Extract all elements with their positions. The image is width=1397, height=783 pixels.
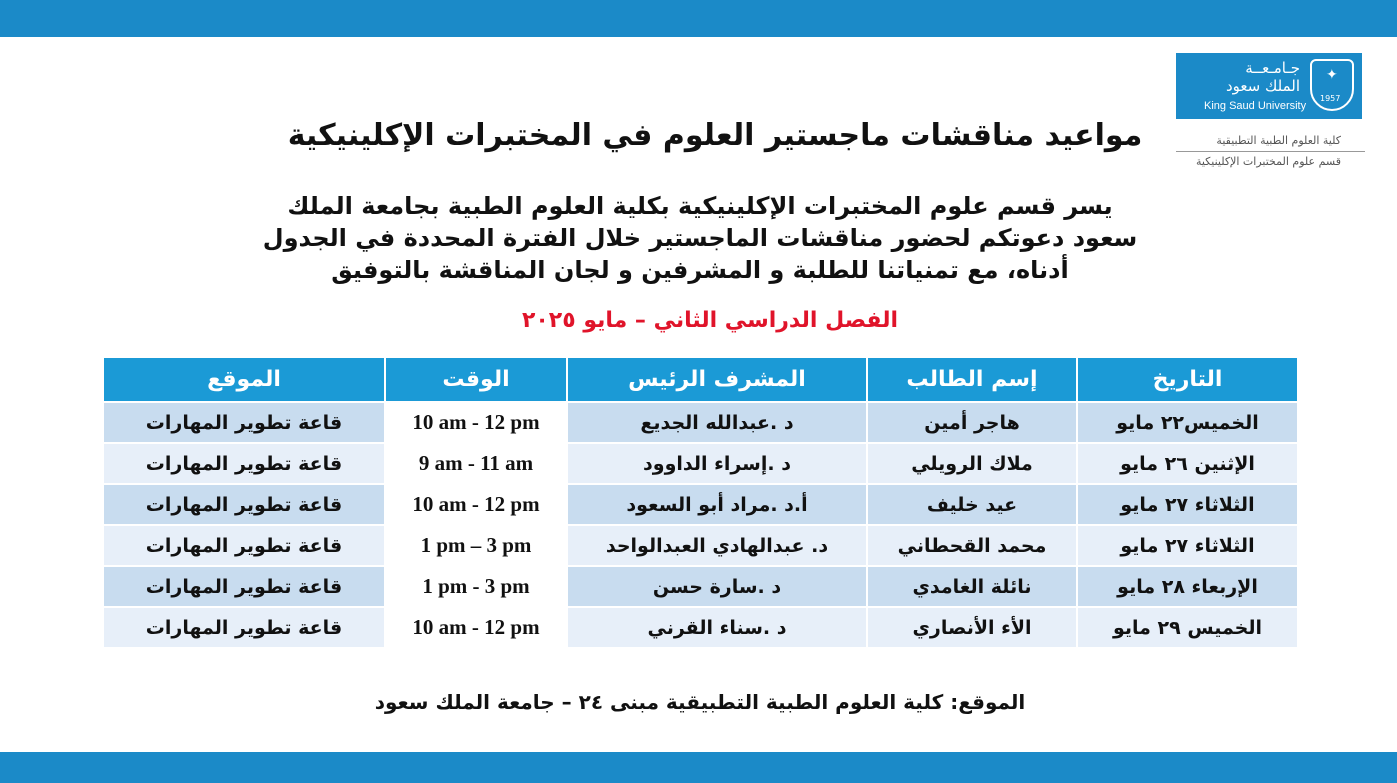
cell-location: قاعة تطوير المهارات [103, 443, 385, 484]
college-name: كلية العلوم الطبية التطبيقية [1216, 134, 1341, 147]
table-row [103, 402, 1298, 443]
header-date: التاريخ [1077, 357, 1298, 402]
university-logo [1176, 53, 1362, 119]
cell-supervisor: د. عبدالهادي العبدالواحد [567, 525, 867, 566]
cell-time: 1 pm - 3 pm [385, 566, 567, 607]
table-row [103, 525, 1298, 566]
cell-student: الأء الأنصاري [867, 607, 1077, 648]
cell-time: 10 am - 12 pm [385, 402, 567, 443]
table-row [103, 443, 1298, 484]
header-location: الموقع [103, 357, 385, 402]
schedule-table [102, 356, 1299, 649]
intro-line: يسر قسم علوم المختبرات الإكلينيكية بكلية العلوم الطبية بجامعة الملك [287, 192, 1113, 220]
cell-location: قاعة تطوير المهارات [103, 566, 385, 607]
bottom-band [0, 752, 1397, 783]
department-name: قسم علوم المختبرات الإكلينيكية [1195, 155, 1341, 168]
cell-location: قاعة تطوير المهارات [103, 607, 385, 648]
cell-time: 1 pm – 3 pm [385, 525, 567, 566]
cell-supervisor: د .سناء القرني [567, 607, 867, 648]
location-footer: الموقع: كلية العلوم الطبية التطبيقية مبنى ٢٤ – جامعة الملك سعود [374, 690, 1026, 714]
cell-student: عيد خليف [867, 484, 1077, 525]
cell-time: 10 am - 12 pm [385, 484, 567, 525]
cell-student: محمد القحطاني [867, 525, 1077, 566]
page-title: مواعيد مناقشات ماجستير العلوم في المختبرات الإكلينيكية [287, 118, 1143, 153]
cell-student: نائلة الغامدي [867, 566, 1077, 607]
emblem-year: 1957 [1320, 94, 1341, 103]
header-time: الوقت [385, 357, 567, 402]
header-student: إسم الطالب [867, 357, 1077, 402]
cell-date: الثلاثاء ٢٧ مايو [1077, 484, 1298, 525]
cell-supervisor: د .سارة حسن [567, 566, 867, 607]
table-row [103, 484, 1298, 525]
cell-date: الإثنين ٢٦ مايو [1077, 443, 1298, 484]
intro-text [170, 190, 1230, 286]
cell-location: قاعة تطوير المهارات [103, 525, 385, 566]
semester-label: الفصل الدراسي الثاني – مايو ٢٠٢٥ [521, 308, 899, 333]
table-row [103, 566, 1298, 607]
intro-line: أدناه، مع تمنياتنا للطلبة و المشرفين و لجان المناقشة بالتوفيق [331, 256, 1069, 284]
cell-student: ملاك الرويلي [867, 443, 1077, 484]
cell-date: الإربعاء ٢٨ مايو [1077, 566, 1298, 607]
cell-student: هاجر أمين [867, 402, 1077, 443]
cell-date: الخميس٢٢ مايو [1077, 402, 1298, 443]
cell-time: 9 am - 11 am [385, 443, 567, 484]
table-header-row [103, 357, 1298, 402]
top-band [0, 0, 1397, 37]
cell-time: 10 am - 12 pm [385, 607, 567, 648]
cell-supervisor: د .عبدالله الجديع [567, 402, 867, 443]
intro-line: سعود دعوتكم لحضور مناقشات الماجستير خلال الفترة المحددة في الجدول [262, 224, 1138, 252]
cell-supervisor: د .إسراء الداوود [567, 443, 867, 484]
cell-location: قاعة تطوير المهارات [103, 402, 385, 443]
palm-icon: ✦ [1326, 67, 1338, 83]
university-emblem-icon [1310, 59, 1354, 111]
cell-date: الخميس ٢٩ مايو [1077, 607, 1298, 648]
logo-arabic-line1: جـامـعــة [1245, 59, 1300, 77]
logo-english: King Saud University [1204, 100, 1307, 112]
table-row [103, 607, 1298, 648]
cell-supervisor: أ.د .مراد أبو السعود [567, 484, 867, 525]
logo-arabic-line2: الملك سعود [1225, 77, 1300, 95]
cell-date: الثلاثاء ٢٧ مايو [1077, 525, 1298, 566]
cell-location: قاعة تطوير المهارات [103, 484, 385, 525]
header-supervisor: المشرف الرئيس [567, 357, 867, 402]
